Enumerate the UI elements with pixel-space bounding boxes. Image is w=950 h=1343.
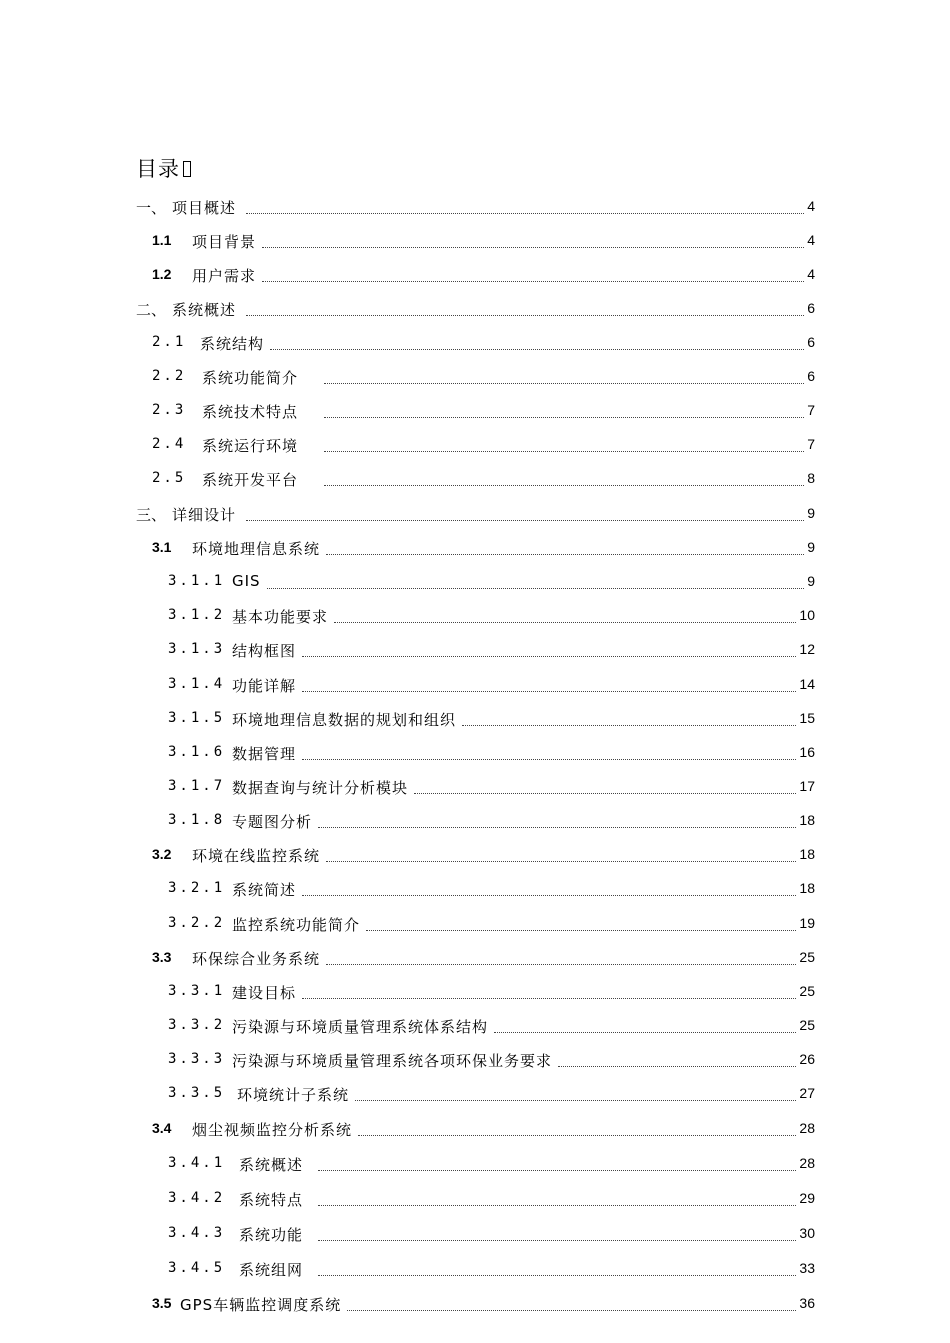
- toc-entry-number: 3.4.2: [168, 1190, 226, 1206]
- toc-entry-number: 3.4.1: [168, 1155, 226, 1171]
- toc-entry-label: 环境地理信息系统: [192, 540, 321, 558]
- toc-entry-number: 3.2.1: [168, 880, 226, 896]
- toc-entry-number: 3.1.6: [168, 744, 226, 760]
- toc-entry[interactable]: [0, 640, 950, 664]
- toc-leader-dots: [494, 1032, 796, 1033]
- toc-leader-dots: [326, 861, 796, 862]
- toc-entry[interactable]: [0, 1050, 950, 1074]
- toc-entry-page: 25: [799, 983, 815, 999]
- toc-entry-label: 系统简述: [232, 881, 297, 899]
- toc-entry[interactable]: [0, 1119, 950, 1143]
- toc-entry-number: 3.1.1: [168, 573, 226, 589]
- toc-leader-dots: [326, 554, 804, 555]
- toc-entry-label: 系统结构: [200, 335, 265, 353]
- toc-entry-label: 监控系统功能简介: [232, 916, 361, 934]
- toc-entry-label: GPS车辆监控调度系统: [180, 1296, 342, 1314]
- toc-entry-page: 6: [807, 300, 815, 316]
- toc-entry-number: 3.4.3: [168, 1225, 226, 1241]
- toc-entry[interactable]: [0, 811, 950, 835]
- toc-entry-page: 12: [799, 641, 815, 657]
- toc-title-text: 目录: [136, 157, 180, 181]
- toc-entry[interactable]: [0, 1154, 950, 1178]
- toc-entry-page: 18: [799, 812, 815, 828]
- toc-leader-dots: [366, 930, 796, 931]
- toc-entry[interactable]: [0, 777, 950, 801]
- toc-entry[interactable]: [0, 879, 950, 903]
- toc-entry-page: 18: [799, 880, 815, 896]
- toc-entry-number: 三、: [136, 506, 167, 524]
- toc-entry-number: 1.2: [152, 266, 172, 282]
- toc-entry[interactable]: [0, 1016, 950, 1040]
- toc-entry-page: 9: [807, 505, 815, 521]
- toc-entry-page: 36: [799, 1295, 815, 1311]
- toc-entry-label: 基本功能要求: [232, 608, 329, 626]
- toc-entry-page: 27: [799, 1085, 815, 1101]
- toc-entry-label: GIS: [232, 572, 261, 590]
- toc-leader-dots: [326, 964, 796, 965]
- toc-entry-number: 2.4: [152, 436, 187, 452]
- toc-entry-label: 污染源与环境质量管理系统体系结构: [232, 1018, 489, 1036]
- toc-leader-dots: [462, 725, 796, 726]
- toc-entry-page: 17: [799, 778, 815, 794]
- toc-entry-number: 3.5: [152, 1295, 172, 1311]
- toc-entry-page: 25: [799, 1017, 815, 1033]
- toc-entry-number: 3.1: [152, 539, 172, 555]
- toc-entry[interactable]: [0, 197, 950, 221]
- toc-entry-number: 2.1: [152, 334, 187, 350]
- toc-entry-label: 数据管理: [232, 745, 297, 763]
- toc-entry[interactable]: [0, 675, 950, 699]
- toc-entry-page: 10: [799, 607, 815, 623]
- toc-entry-label: 系统技术特点: [202, 403, 299, 421]
- toc-leader-dots: [318, 1170, 796, 1171]
- toc-entry-number: 3.3.5: [168, 1085, 226, 1101]
- toc-entry-number: 3.1.2: [168, 607, 226, 623]
- toc-leader-dots: [324, 485, 804, 486]
- toc-leader-dots: [302, 656, 796, 657]
- toc-entry-number: 3.1.4: [168, 676, 226, 692]
- toc-entry-label: 结构框图: [232, 642, 297, 660]
- toc-entry[interactable]: [0, 743, 950, 767]
- toc-entry-page: 33: [799, 1260, 815, 1276]
- toc-entry-number: 3.3.1: [168, 983, 226, 999]
- toc-leader-dots: [324, 451, 804, 452]
- toc-entry[interactable]: [0, 504, 950, 528]
- toc-entry[interactable]: [0, 299, 950, 323]
- toc-entry-number: 3.1.5: [168, 710, 226, 726]
- toc-entry[interactable]: [0, 572, 950, 596]
- toc-entry-number: 3.3.3: [168, 1051, 226, 1067]
- toc-leader-dots: [246, 520, 804, 521]
- toc-entry[interactable]: [0, 982, 950, 1006]
- toc-entry[interactable]: [0, 1224, 950, 1248]
- toc-entry[interactable]: [0, 538, 950, 562]
- toc-entry-number: 2.2: [152, 368, 187, 384]
- toc-leader-dots: [318, 827, 796, 828]
- toc-entry-number: 3.2: [152, 846, 172, 862]
- toc-leader-dots: [246, 213, 804, 214]
- toc-leader-dots: [324, 383, 804, 384]
- missing-glyph-box: [183, 161, 191, 177]
- toc-entry-number: 3.4.5: [168, 1260, 226, 1276]
- toc-entry-label: 系统开发平台: [202, 471, 299, 489]
- toc-entry-label: 项目背景: [192, 233, 257, 251]
- toc-leader-dots: [302, 998, 796, 999]
- toc-entry[interactable]: [0, 231, 950, 255]
- toc-entry-page: 6: [807, 368, 815, 384]
- toc-entry-label: 系统概述: [172, 301, 237, 319]
- toc-entry-page: 25: [799, 949, 815, 965]
- toc-entry-number: 3.2.2: [168, 915, 226, 931]
- toc-entry-page: 7: [807, 402, 815, 418]
- toc-entry-number: 二、: [136, 301, 167, 319]
- toc-entry-label: 项目概述: [172, 199, 237, 217]
- toc-entry-page: 15: [799, 710, 815, 726]
- toc-entry-number: 3.3.2: [168, 1017, 226, 1033]
- toc-leader-dots: [558, 1066, 796, 1067]
- toc-leader-dots: [324, 417, 804, 418]
- toc-entry[interactable]: [0, 367, 950, 391]
- toc-entry-page: 8: [807, 470, 815, 486]
- toc-entry-page: 28: [799, 1120, 815, 1136]
- toc-entry-page: 9: [807, 573, 815, 589]
- toc-entry-label: 系统概述: [239, 1156, 304, 1174]
- toc-entry[interactable]: [0, 401, 950, 425]
- toc-entry-label: 系统功能简介: [202, 369, 299, 387]
- toc-entry-label: 详细设计: [172, 506, 237, 524]
- toc-entry-label: 用户需求: [192, 267, 257, 285]
- toc-entry-page: 4: [807, 232, 815, 248]
- toc-entry-label: 污染源与环境质量管理系统各项环保业务要求: [232, 1052, 553, 1070]
- toc-entry-page: 19: [799, 915, 815, 931]
- toc-entry-page: 9: [807, 539, 815, 555]
- toc-leader-dots: [262, 281, 804, 282]
- toc-leader-dots: [355, 1100, 796, 1101]
- toc-leader-dots: [262, 247, 804, 248]
- toc-entry-label: 烟尘视频监控分析系统: [192, 1121, 353, 1139]
- toc-entry-label: 环境地理信息数据的规划和组织: [232, 711, 457, 729]
- toc-entry[interactable]: [0, 709, 950, 733]
- toc-entry-page: 29: [799, 1190, 815, 1206]
- toc-entry-page: 4: [807, 198, 815, 214]
- toc-entry[interactable]: [0, 606, 950, 630]
- toc-entry-number: 3.1.7: [168, 778, 226, 794]
- toc-entry-number: 2.3: [152, 402, 187, 418]
- toc-entry-label: 系统特点: [239, 1191, 304, 1209]
- toc-entry-label: 环境在线监控系统: [192, 847, 321, 865]
- toc-leader-dots: [318, 1205, 796, 1206]
- toc-entry-label: 系统功能: [239, 1226, 304, 1244]
- toc-entry-label: 系统组网: [239, 1261, 304, 1279]
- toc-entry-label: 建设目标: [232, 984, 297, 1002]
- toc-entry-label: 系统运行环境: [202, 437, 299, 455]
- toc-entry-number: 3.4: [152, 1120, 172, 1136]
- toc-entry-page: 4: [807, 266, 815, 282]
- toc-entry-number: 3.3: [152, 949, 172, 965]
- toc-entry-page: 16: [799, 744, 815, 760]
- toc-leader-dots: [302, 759, 796, 760]
- toc-entry[interactable]: [0, 948, 950, 972]
- toc-entry-label: 环境统计子系统: [237, 1086, 350, 1104]
- toc-entry-page: 28: [799, 1155, 815, 1171]
- toc-entry-number: 3.1.8: [168, 812, 226, 828]
- toc-entry[interactable]: [0, 469, 950, 493]
- toc-entry-page: 6: [807, 334, 815, 350]
- toc-leader-dots: [358, 1135, 796, 1136]
- toc-entry-page: 14: [799, 676, 815, 692]
- toc-leader-dots: [334, 622, 796, 623]
- toc-entry[interactable]: [0, 1259, 950, 1283]
- toc-entry-page: 26: [799, 1051, 815, 1067]
- toc-leader-dots: [414, 793, 796, 794]
- toc-leader-dots: [347, 1310, 796, 1311]
- toc-leader-dots: [318, 1240, 796, 1241]
- toc-entry-number: 3.1.3: [168, 641, 226, 657]
- toc-leader-dots: [302, 691, 796, 692]
- toc-leader-dots: [302, 895, 796, 896]
- toc-entry-page: 30: [799, 1225, 815, 1241]
- toc-entry[interactable]: [0, 845, 950, 869]
- toc-entry-label: 专题图分析: [232, 813, 313, 831]
- toc-entry[interactable]: [0, 333, 950, 357]
- toc-leader-dots: [270, 349, 804, 350]
- toc-entry-label: 功能详解: [232, 677, 297, 695]
- toc-entry-number: 1.1: [152, 232, 172, 248]
- toc-entry-number: 2.5: [152, 470, 187, 486]
- toc-entry-label: 环保综合业务系统: [192, 950, 321, 968]
- toc-entry[interactable]: [0, 435, 950, 459]
- toc-leader-dots: [318, 1275, 796, 1276]
- toc-entry-page: 7: [807, 436, 815, 452]
- toc-entry[interactable]: [0, 914, 950, 938]
- toc-leader-dots: [246, 315, 804, 316]
- toc-entry[interactable]: [0, 1189, 950, 1213]
- toc-entry-page: 18: [799, 846, 815, 862]
- toc-entry-number: 一、: [136, 199, 167, 217]
- toc-leader-dots: [267, 588, 805, 589]
- toc-title: [136, 153, 191, 183]
- toc-entry-label: 数据查询与统计分析模块: [232, 779, 409, 797]
- toc-entry[interactable]: [0, 1084, 950, 1108]
- toc-entry[interactable]: [0, 265, 950, 289]
- toc-entry[interactable]: [0, 1294, 950, 1318]
